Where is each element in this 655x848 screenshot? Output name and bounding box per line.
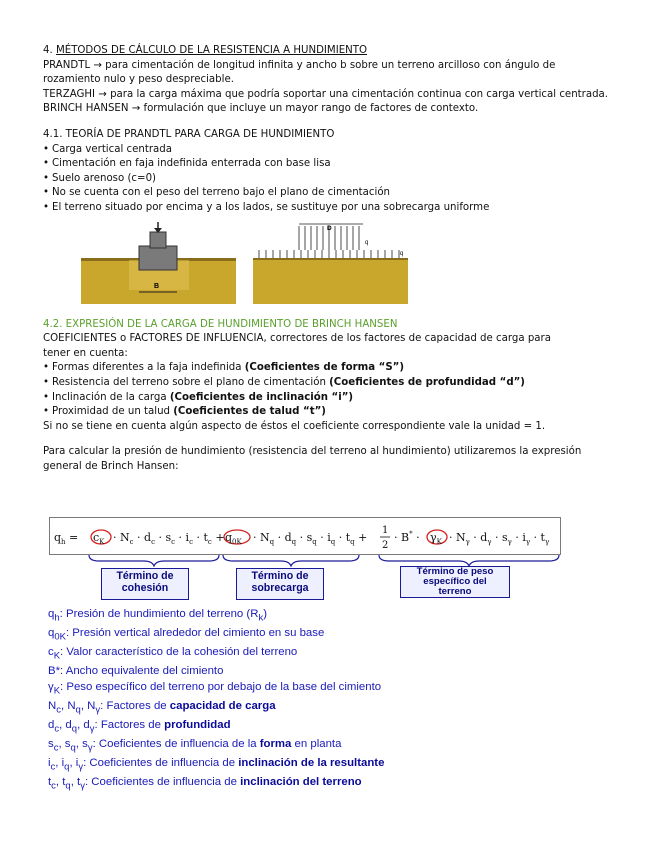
bullet-item: • Carga vertical centrada (43, 143, 613, 158)
section-4-line: BRINCH HANSEN → formulación que incluye un mayor rango de factores de contexto. (43, 103, 479, 115)
formula-braces (49, 553, 561, 567)
paragraph: general de Brinch Hansen: (43, 460, 179, 472)
bullet-item: • No se cuenta con el peso del terreno bajo el plano de cimentación (43, 186, 613, 201)
legend-item: $\gamma_K$: Peso específico del terreno por debajo de la base del cimiento (48, 680, 382, 696)
svg-text:· B* ·: · B* · (394, 530, 420, 544)
bullet-item: • Cimentación en faja indefinida enterrada con base lisa (43, 157, 613, 172)
weight-term-box: Término de peso específico del terreno (400, 566, 510, 598)
legend-item: $c_K$: Valor característico de la cohesión del terreno (48, 645, 298, 662)
brinch-hansen-formula (43, 517, 623, 791)
symbol-legend (48, 607, 384, 794)
svg-text:q0K: $q_{0K}$ (225, 531, 242, 546)
fig1-b-label: B (154, 282, 160, 290)
bullet-item: • Formas diferentes a la faja indefinida (Coeficientes de forma “S”) (43, 361, 613, 376)
legend-item: $s_c$, $s_q$, $s_\gamma$: Coeficientes de influencia de la forma en planta (48, 737, 342, 753)
svg-text:qh =: $q_h$ = (54, 531, 79, 546)
svg-text:γK: $\gamma_K$ (430, 531, 442, 546)
svg-text:1: 1 (382, 525, 389, 536)
section-4-line: TERZAGHI → para la carga máxima que podría soportar una cimentación continua con carga vertical centrada. (43, 88, 609, 100)
svg-text:· Nγ · dγ · sγ · iγ · tγ: · $N_\gamma \cdot d_\gamma \cdot s_\gamma \cdot i_\gamma \cdot t_\gamma$ (449, 531, 550, 546)
paragraph: COEFICIENTES o FACTORES DE INFLUENCIA, correctores de los factores de capacidad de carga para (43, 333, 551, 345)
fig2-q-label: q (365, 239, 369, 246)
section-4-heading: 4. MÉTODOS DE CÁLCULO DE LA RESISTENCIA A HUNDIMIENTO (43, 45, 368, 56)
legend-item: $N_c$, $N_q$, $N_\gamma$: Factores de capacidad de carga (48, 699, 276, 715)
legend-item: B*: Ancho equivalente del cimiento (48, 664, 224, 677)
svg-text:· Nq · dq · sq · iq · tq +: · $N_q \cdot d_q \cdot s_q \cdot i_q \cdot t_q$ + (253, 531, 368, 546)
svg-text:cK: $c_K$ (93, 531, 105, 546)
document-page (43, 44, 613, 474)
svg-text:2: 2 (382, 540, 389, 551)
legend-item: $q_{0K}$: Presión vertical alrededor del cimiento en su base (48, 626, 325, 643)
fig2-q-label: q (400, 250, 404, 257)
bullet-item: • Inclinación de la carga (Coeficientes de inclinación “i”) (43, 391, 613, 406)
surcharge-term-box: Término de sobrecarga (236, 568, 324, 600)
cohesion-term-box: Término de cohesión (101, 568, 189, 600)
prandtl-figures (43, 220, 613, 308)
paragraph: tener en cuenta: (43, 347, 128, 359)
bullet-item: • El terreno situado por encima y a los lados, se sustituye por una sobrecarga uniforme (43, 201, 613, 216)
bullet-item: • Resistencia del terreno sobre el plano de cimentación (Coeficientes de profundidad “d”) (43, 376, 613, 391)
formula-line (49, 517, 561, 555)
legend-item: $q_h$: Presión de hundimiento del terreno $(R_k)$ (48, 608, 268, 624)
section-41-heading: 4.1. TEORÍA DE PRANDTL PARA CARGA DE HUNDIMIENTO (43, 128, 335, 140)
paragraph: Si no se tiene en cuenta algún aspecto de éstos el coeficiente correspondiente vale la unidad = 1. (43, 420, 546, 432)
bullet-item: • Proximidad de un talud (Coeficientes de talud “t”) (43, 405, 613, 420)
fig2-d-label: D (327, 224, 332, 232)
bullet-item: • Suelo arenoso (c=0) (43, 172, 613, 187)
legend-item: $t_c$, $t_q$, $t_\gamma$: Coeficientes de influencia de inclinación del terreno (48, 775, 362, 791)
paragraph: Para calcular la presión de hundimiento (resistencia del terreno al hundimiento) utilizaremos la expresión (43, 446, 582, 458)
section-4-line: rozamiento nulo y peso despreciable. (43, 74, 234, 86)
section-42-heading: 4.2. EXPRESIÓN DE LA CARGA DE HUNDIMIENTO DE BRINCH HANSEN (43, 318, 398, 330)
svg-text:· Nc · dc · sc · ic · tc +: · $N_c \cdot d_c \cdot s_c \cdot i_c \cdot t_c$ + (113, 531, 225, 546)
legend-item: $d_c$, $d_q$, $d_\gamma$: Factores de profundidad (48, 718, 231, 734)
footing-diagram (81, 222, 236, 304)
surcharge-diagram (253, 222, 408, 304)
section-4-line: PRANDTL → para cimentación de longitud infinita y ancho b sobre un terreno arcilloso con ángulo de (43, 59, 556, 71)
legend-item: $i_c$, $i_q$, $i_\gamma$: Coeficientes de influencia de inclinación de la resultante (48, 756, 385, 772)
